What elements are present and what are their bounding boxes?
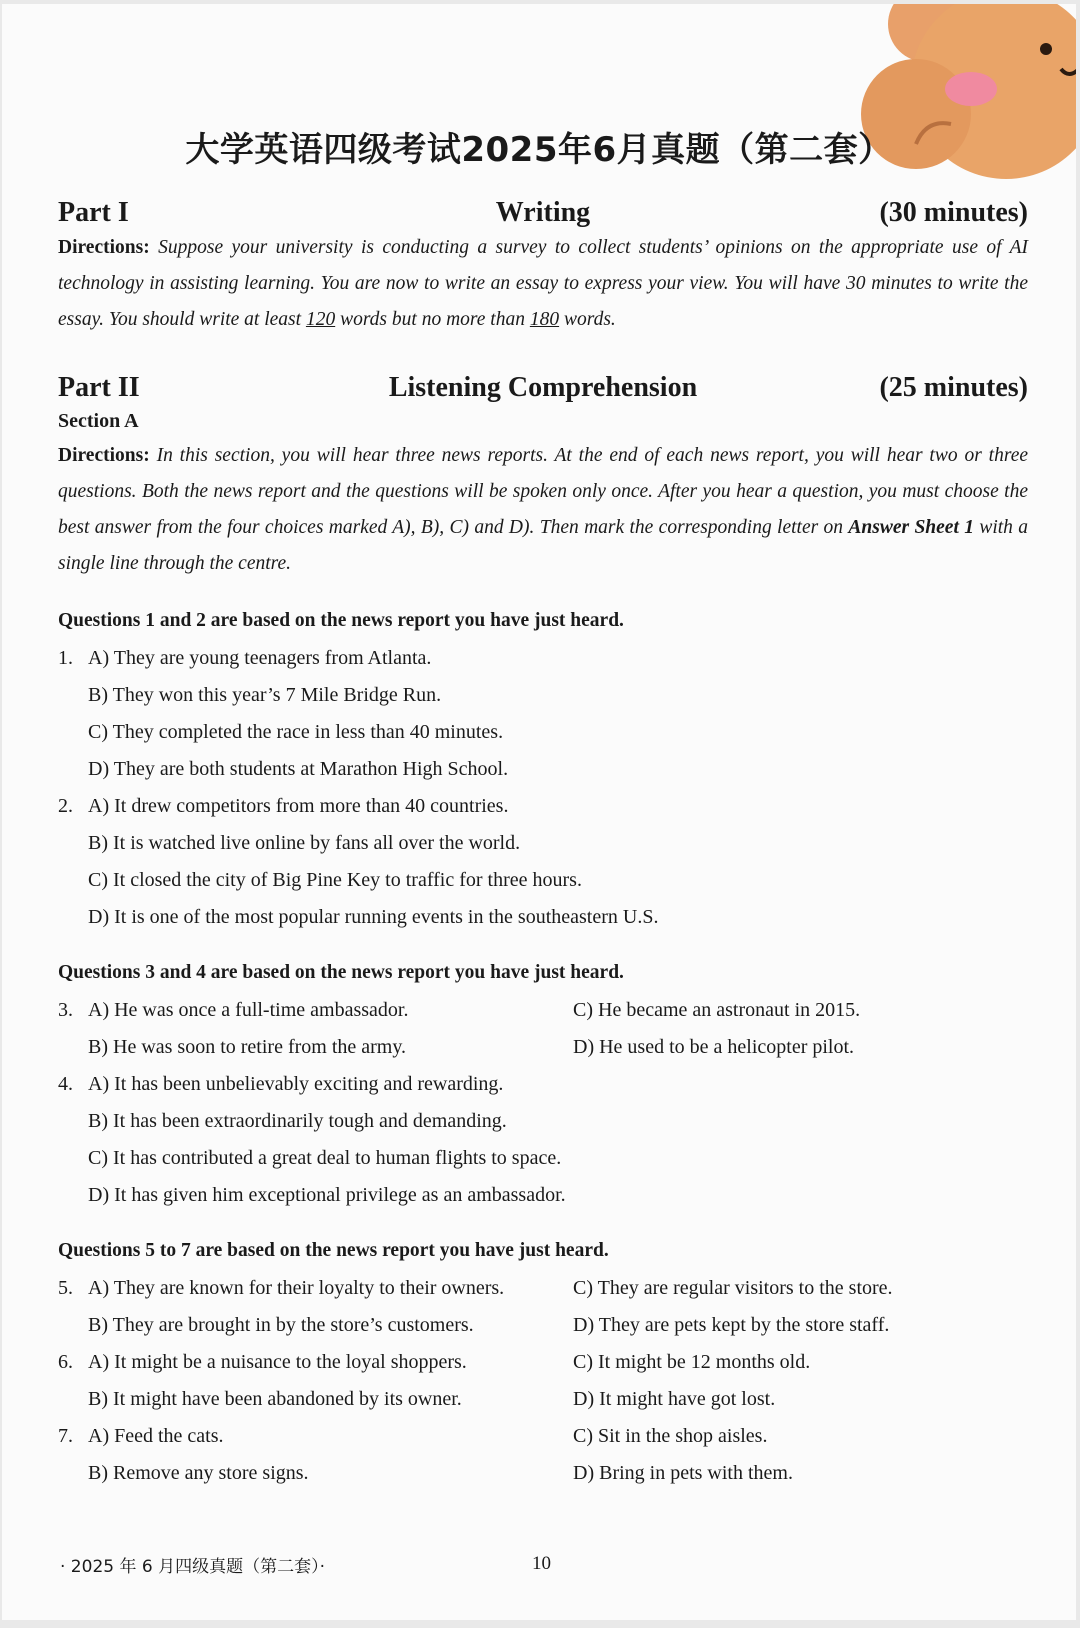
option-a: A) They are known for their loyalty to their owners. [88, 1277, 505, 1299]
bear-sticker-icon [856, 4, 1076, 204]
option-a: A) It drew competitors from more than 40 countries. [88, 795, 509, 817]
option-d: D) It might have got lost. [573, 1388, 776, 1410]
directions-text: words but no more than [340, 309, 525, 330]
question-number: 1. [58, 647, 73, 669]
min-words: 120 [305, 309, 336, 330]
question-group-heading: Questions 5 to 7 are based on the news report you have just heard. [58, 1240, 609, 1261]
question-group-heading: Questions 1 and 2 are based on the news report you have just heard. [58, 610, 624, 631]
option-c: C) It closed the city of Big Pine Key to traffic for three hours. [88, 869, 582, 891]
directions-text: In this section, you will hear three news reports. At the end of each news report, you will hear two or three questions. Both the news report and the questions will be spoken only once. After you hear a question, you must choose the best answer from the four choices marked A), B), C) and D). Then mark the corresponding letter on [58, 445, 1029, 538]
option-a: A) It might be a nuisance to the loyal shoppers. [88, 1351, 467, 1373]
option-c: C) It might be 12 months old. [573, 1351, 811, 1373]
directions-text: Suppose your university is conducting a survey to collect students’ opinions on the appropriate use of AI technology in assisting learning. You are now to write an essay to express your view. You will have 30 minutes to write the essay. You should write at least [58, 237, 1029, 330]
part2-name: Listening Comprehension [388, 372, 698, 403]
question-number: 3. [58, 999, 73, 1021]
part1-time: (30 minutes) [879, 197, 1028, 228]
directions-label: Directions: [58, 445, 150, 466]
question-number: 2. [58, 795, 73, 817]
max-words: 180 [529, 309, 560, 330]
option-d: D) They are pets kept by the store staff. [573, 1314, 890, 1336]
page-number: 10 [532, 1553, 551, 1574]
option-b: B) Remove any store signs. [88, 1462, 309, 1484]
option-d: D) It is one of the most popular running events in the southeastern U.S. [88, 906, 659, 928]
option-a: A) He was once a full-time ambassador. [88, 999, 409, 1021]
option-b: B) He was soon to retire from the army. [88, 1036, 407, 1058]
page-footer: · 2025 年 6 月四级真题（第二套）· [60, 1557, 326, 1577]
part2-directions [58, 438, 1028, 582]
directions-text: with a single line through the centre. [58, 517, 1029, 574]
option-d: D) He used to be a helicopter pilot. [573, 1036, 855, 1058]
option-b: B) They won this year’s 7 Mile Bridge Run. [88, 684, 442, 706]
question-number: 4. [58, 1073, 73, 1095]
part1-header [58, 197, 1028, 233]
question-group-heading: Questions 3 and 4 are based on the news report you have just heard. [58, 962, 624, 983]
exam-title: 大学英语四级考试2025年6月真题（第二套） [185, 130, 893, 170]
exam-page [2, 4, 1076, 1620]
option-c: C) It has contributed a great deal to human flights to space. [88, 1147, 562, 1169]
part2-label: Part II [58, 372, 140, 403]
answer-sheet-ref: Answer Sheet 1 [848, 517, 974, 538]
part2-header [58, 372, 1028, 408]
question-number: 5. [58, 1277, 73, 1299]
section-a-label: Section A [58, 410, 139, 432]
option-a: A) Feed the cats. [88, 1425, 224, 1447]
option-b: B) It has been extraordinarily tough and demanding. [88, 1110, 507, 1132]
option-d: D) It has given him exceptional privilege as an ambassador. [88, 1184, 566, 1206]
part1-label: Part I [58, 197, 129, 228]
question-number: 6. [58, 1351, 73, 1373]
option-c: C) They are regular visitors to the store. [573, 1277, 893, 1299]
option-b: B) They are brought in by the store’s customers. [88, 1314, 474, 1336]
option-a: A) It has been unbelievably exciting and rewarding. [88, 1073, 504, 1095]
part1-name: Writing [495, 197, 591, 228]
option-b: B) It is watched live online by fans all over the world. [88, 832, 521, 854]
directions-text: words. [563, 309, 616, 330]
part2-time: (25 minutes) [879, 372, 1028, 403]
question-number: 7. [58, 1425, 73, 1447]
part1-directions [58, 230, 1028, 338]
option-d: D) Bring in pets with them. [573, 1462, 793, 1484]
option-a: A) They are young teenagers from Atlanta. [88, 647, 432, 669]
option-b: B) It might have been abandoned by its owner. [88, 1388, 462, 1410]
option-c: C) He became an astronaut in 2015. [573, 999, 861, 1021]
option-c: C) They completed the race in less than 40 minutes. [88, 721, 504, 743]
directions-label: Directions: [58, 237, 150, 258]
option-d: D) They are both students at Marathon High School. [88, 758, 509, 780]
option-c: C) Sit in the shop aisles. [573, 1425, 768, 1447]
